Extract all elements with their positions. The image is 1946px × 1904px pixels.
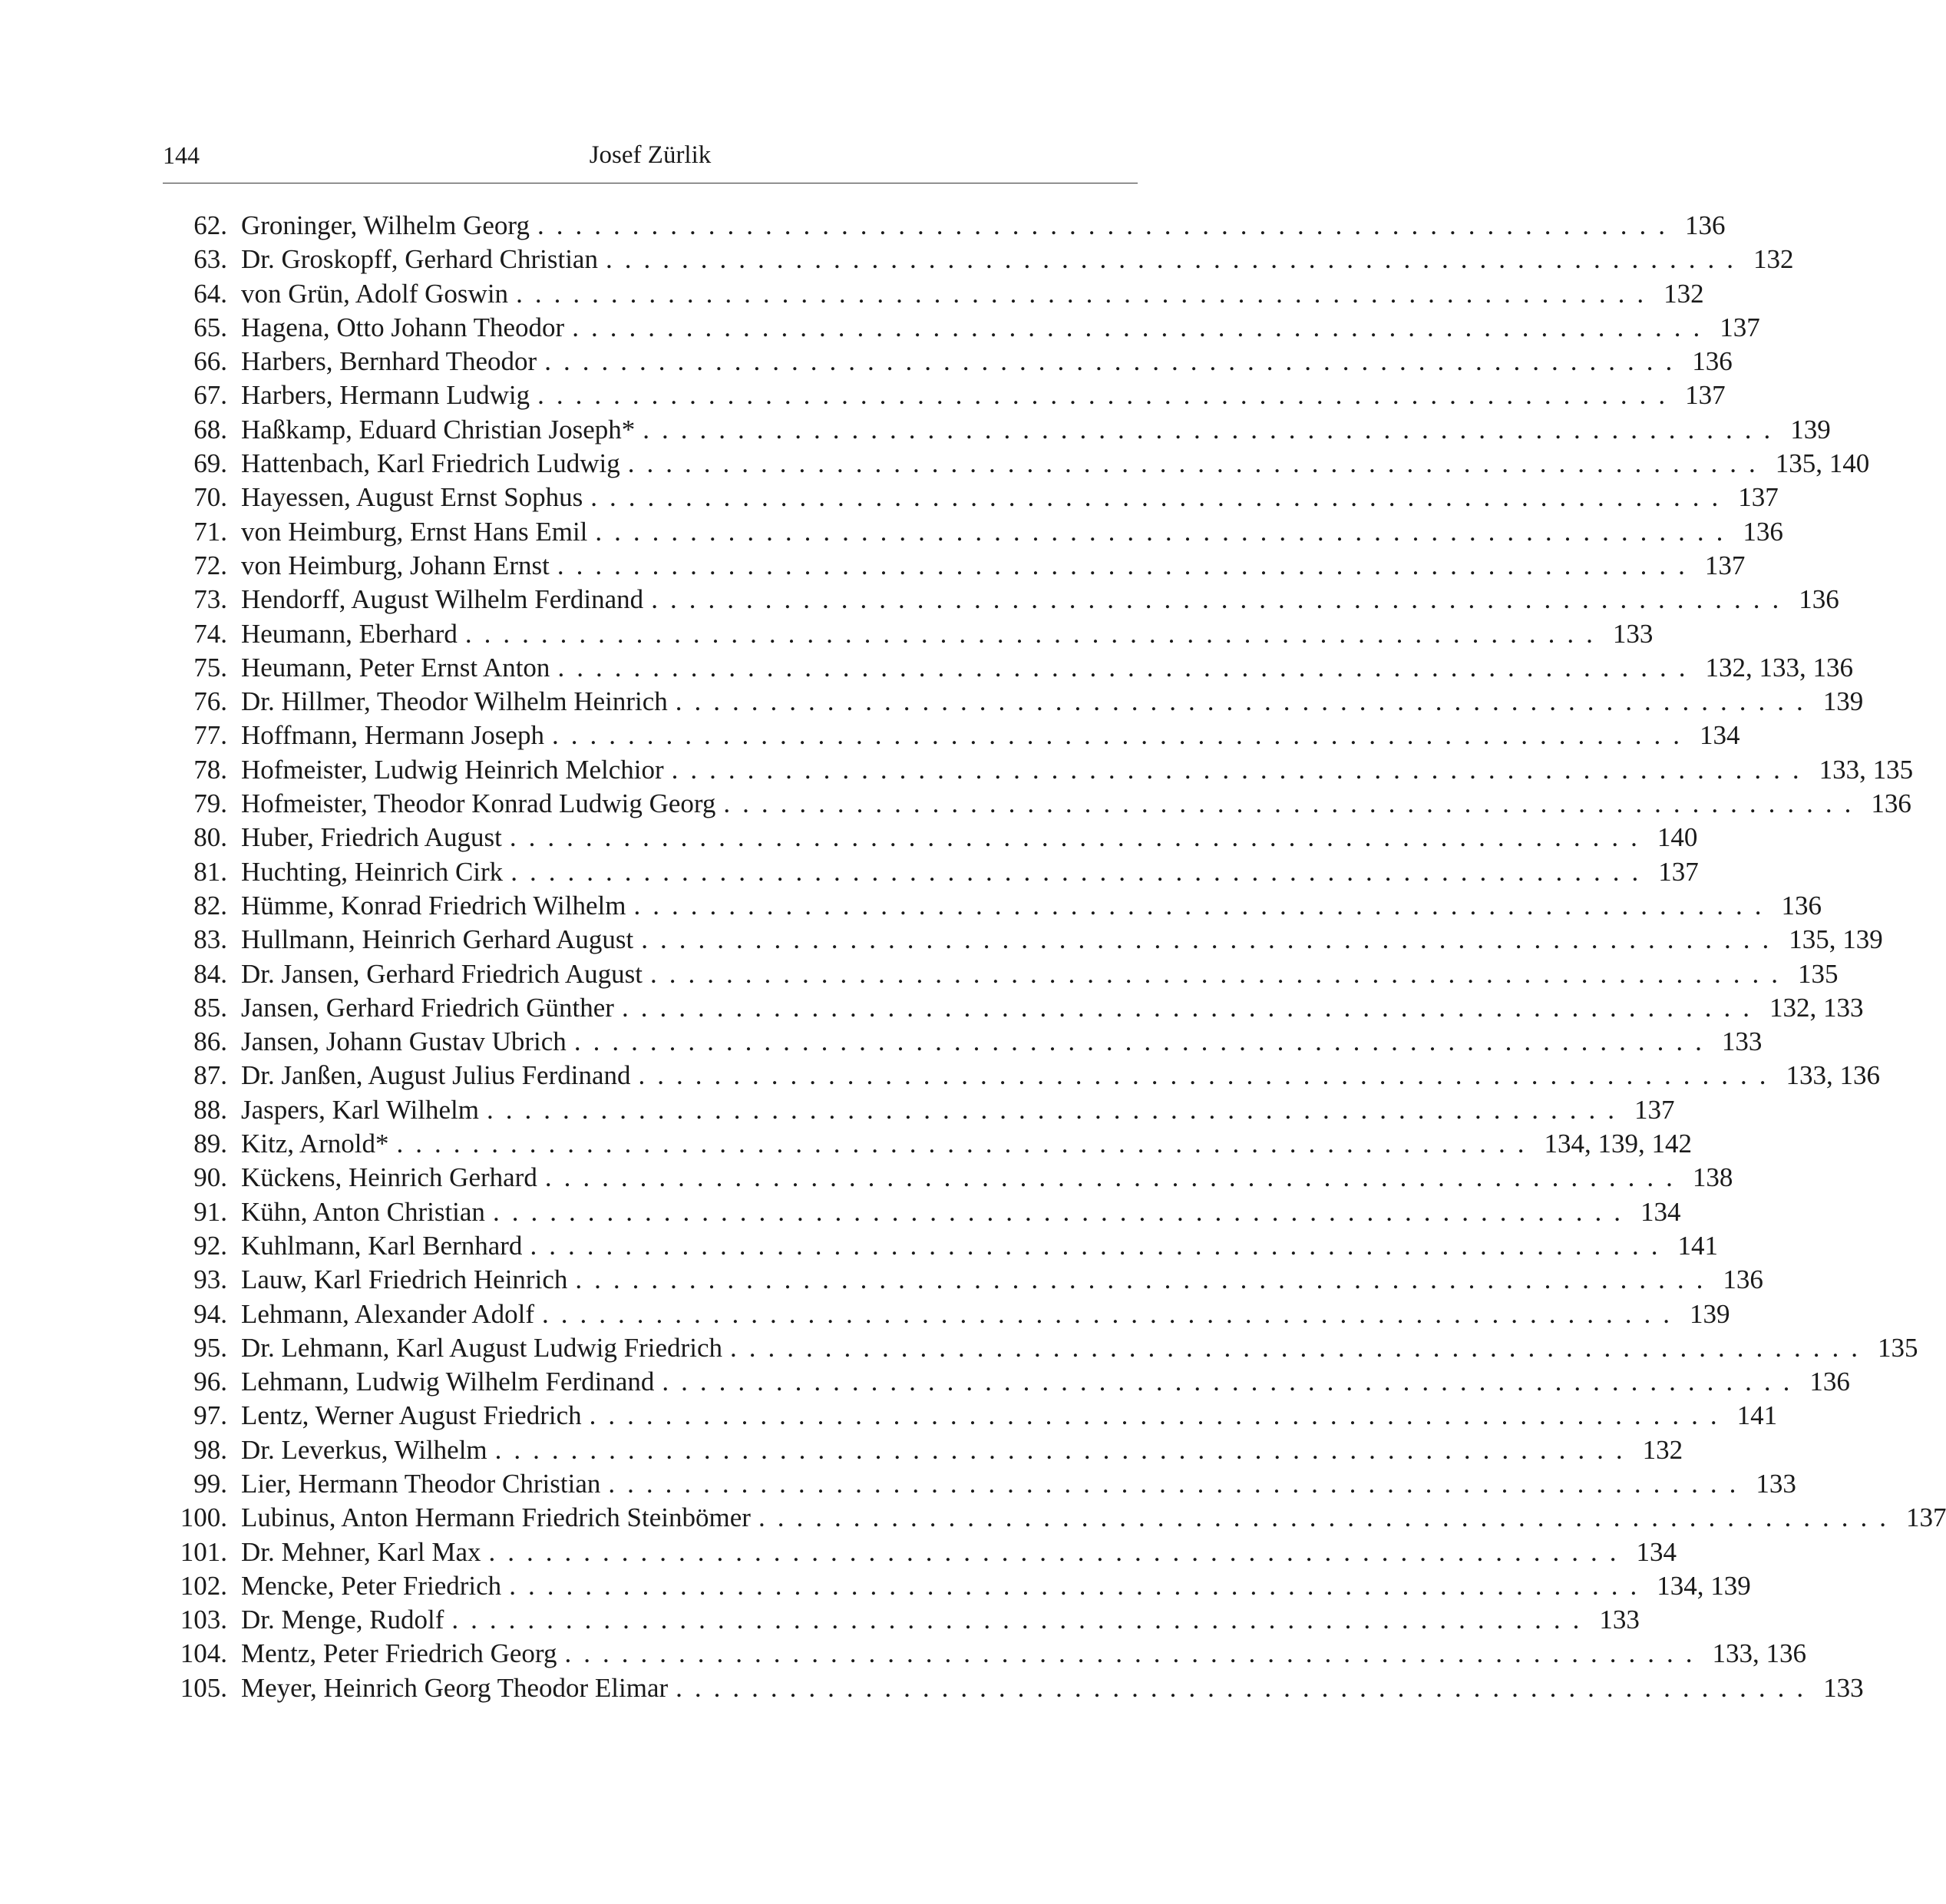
dot-leader: ............................................................ <box>643 414 1783 445</box>
entry-name: Lehmann, Ludwig Wilhelm Ferdinand <box>241 1367 655 1397</box>
entry-number: 63. <box>193 244 227 275</box>
dot-leader: ............................................................ <box>729 1332 1870 1363</box>
entry-name: Hofmeister, Ludwig Heinrich Melchior <box>241 754 664 785</box>
entry-name: Heumann, Peter Ernst Anton <box>241 652 550 683</box>
dot-leader: ............................................................ <box>557 652 1698 683</box>
index-entry <box>163 923 1883 957</box>
dot-leader: ............................................................ <box>662 1367 1802 1397</box>
dot-leader: ............................................................ <box>516 278 1657 309</box>
index-entry <box>163 1229 1718 1263</box>
index-entry <box>163 378 1726 412</box>
entry-pages: 136 <box>1781 890 1822 921</box>
entry-name: Jansen, Johann Gustav Ubrich <box>241 1026 567 1057</box>
entry-number: 64. <box>193 278 227 309</box>
dot-leader: ............................................................ <box>396 1129 1537 1159</box>
entry-number: 96. <box>193 1367 227 1397</box>
dot-leader: ............................................................ <box>564 1638 1705 1669</box>
dot-leader: ............................................................ <box>605 244 1746 275</box>
entry-number: 72. <box>193 550 227 580</box>
entry-pages: 134 <box>1640 1196 1681 1227</box>
entry-pages: 133, 135 <box>1819 754 1914 785</box>
dot-leader: ............................................................ <box>638 1060 1779 1091</box>
dot-leader: ............................................................ <box>651 584 1792 615</box>
dot-leader: ............................................................ <box>451 1605 1592 1635</box>
dot-leader: ............................................................ <box>544 346 1685 377</box>
entry-number: 66. <box>193 346 227 377</box>
entry-name: von Heimburg, Ernst Hans Emil <box>241 516 588 547</box>
entry-name: Hullmann, Heinrich Gerhard August <box>241 924 634 955</box>
entry-name: Dr. Leverkus, Wilhelm <box>241 1434 487 1465</box>
dot-leader: ............................................................ <box>675 686 1815 717</box>
entry-name: von Heimburg, Johann Ernst <box>241 550 550 580</box>
dot-leader: ............................................................ <box>641 924 1782 955</box>
index-entry <box>163 1263 1763 1297</box>
index-entry <box>163 447 1870 481</box>
entry-number: 94. <box>193 1298 227 1329</box>
entry-name: Hayessen, August Ernst Sophus <box>241 482 583 513</box>
entry-pages: 133 <box>1823 1672 1864 1703</box>
entry-pages: 135, 139 <box>1789 924 1883 955</box>
dot-leader: ............................................................ <box>557 550 1697 580</box>
index-entry <box>163 1365 1850 1399</box>
entry-pages: 132, 133, 136 <box>1705 652 1853 683</box>
entry-pages: 136 <box>1692 346 1733 377</box>
entry-number: 76. <box>193 686 227 717</box>
entry-pages: 133, 136 <box>1712 1638 1806 1669</box>
dot-leader: ............................................................ <box>486 1094 1627 1125</box>
entry-number: 65. <box>193 312 227 342</box>
entry-name: Meyer, Heinrich Georg Theodor Elimar <box>241 1672 669 1703</box>
entry-number: 62. <box>193 210 227 240</box>
index-entry <box>163 1603 1640 1637</box>
index-entry <box>163 583 1839 616</box>
entry-pages: 133 <box>1599 1605 1640 1635</box>
entry-pages: 132 <box>1664 278 1704 309</box>
entry-pages: 137 <box>1720 312 1760 342</box>
entry-number: 101. <box>180 1536 227 1567</box>
entry-number: 78. <box>193 754 227 785</box>
index-entry <box>163 1297 1730 1331</box>
entry-pages: 136 <box>1684 210 1726 240</box>
index-entry <box>163 889 1822 923</box>
entry-pages: 135 <box>1797 958 1839 989</box>
index-list <box>163 209 1946 1705</box>
index-entry <box>163 1399 1778 1433</box>
entry-pages: 137 <box>1905 1502 1946 1533</box>
entry-number: 71. <box>193 516 227 547</box>
entry-name: Hagena, Otto Johann Theodor <box>241 312 565 342</box>
index-entry <box>163 719 1740 752</box>
dot-leader: ............................................................ <box>551 720 1692 751</box>
entry-pages: 136 <box>1799 584 1839 615</box>
dot-leader: ............................................................ <box>649 958 1790 989</box>
entry-number: 82. <box>193 890 227 921</box>
dot-leader: ............................................................ <box>633 890 1774 921</box>
dot-leader: ............................................................ <box>572 312 1713 342</box>
dot-leader: ............................................................ <box>544 1162 1685 1193</box>
entry-pages: 139 <box>1790 414 1831 445</box>
entry-number: 81. <box>193 856 227 887</box>
dot-leader: ............................................................ <box>510 856 1651 887</box>
entry-name: Groninger, Wilhelm Georg <box>241 210 530 240</box>
index-entry <box>163 1093 1675 1127</box>
dot-leader: ............................................................ <box>758 1502 1898 1533</box>
entry-number: 98. <box>193 1434 227 1465</box>
entry-number: 86. <box>193 1026 227 1057</box>
index-entry <box>163 821 1698 854</box>
entry-number: 89. <box>193 1129 227 1159</box>
entry-pages: 136 <box>1723 1264 1763 1295</box>
entry-name: Kitz, Arnold* <box>241 1129 389 1159</box>
entry-pages: 136 <box>1809 1367 1850 1397</box>
entry-number: 74. <box>193 618 227 649</box>
entry-number: 104. <box>180 1638 227 1669</box>
entry-number: 92. <box>193 1230 227 1261</box>
entry-pages: 133 <box>1612 618 1654 649</box>
entry-number: 88. <box>193 1094 227 1125</box>
entry-name: Harbers, Bernhard Theodor <box>241 346 537 377</box>
entry-name: Dr. Jansen, Gerhard Friedrich August <box>241 958 643 989</box>
entry-pages: 139 <box>1822 686 1864 717</box>
entry-name: Huber, Friedrich August <box>241 822 502 853</box>
entry-name: Kuhlmann, Karl Bernhard <box>241 1230 523 1261</box>
dot-leader: ............................................................ <box>621 992 1762 1023</box>
entry-number: 77. <box>193 720 227 751</box>
entry-name: Hümme, Konrad Friedrich Wilhelm <box>241 890 626 921</box>
entry-name: Huchting, Heinrich Cirk <box>241 856 504 887</box>
index-entry <box>163 515 1783 549</box>
index-entry <box>163 787 1911 821</box>
entry-name: Hofmeister, Theodor Konrad Ludwig Georg <box>241 788 716 819</box>
index-entry <box>163 1467 1796 1501</box>
index-entry <box>163 1331 1918 1365</box>
index-entry <box>163 1195 1681 1229</box>
dot-leader: ............................................................ <box>608 1468 1749 1499</box>
entry-number: 97. <box>193 1400 227 1431</box>
entry-name: Dr. Hillmer, Theodor Wilhelm Heinrich <box>241 686 668 717</box>
index-entry <box>163 1535 1677 1569</box>
entry-pages: 136 <box>1743 516 1783 547</box>
dot-leader: ............................................................ <box>464 618 1605 649</box>
entry-number: 69. <box>193 448 227 479</box>
entry-name: von Grün, Adolf Goswin <box>241 278 509 309</box>
entry-name: Hattenbach, Karl Friedrich Ludwig <box>241 448 620 479</box>
dot-leader: ............................................................ <box>627 448 1768 479</box>
dot-leader: ............................................................ <box>589 1400 1730 1431</box>
entry-number: 99. <box>193 1468 227 1499</box>
dot-leader: ............................................................ <box>494 1434 1635 1465</box>
entry-pages: 141 <box>1736 1400 1778 1431</box>
entry-pages: 134, 139 <box>1657 1570 1751 1601</box>
entry-name: Dr. Mehner, Karl Max <box>241 1536 481 1567</box>
entry-pages: 133, 136 <box>1786 1060 1880 1091</box>
entry-number: 83. <box>193 924 227 955</box>
entry-pages: 137 <box>1658 856 1699 887</box>
dot-leader: ............................................................ <box>488 1536 1629 1567</box>
entry-pages: 139 <box>1689 1298 1730 1329</box>
index-entry <box>163 1671 1864 1705</box>
index-entry <box>163 481 1779 514</box>
entry-pages: 137 <box>1634 1094 1675 1125</box>
index-entry <box>163 209 1726 243</box>
entry-pages: 134, 139, 142 <box>1544 1129 1692 1159</box>
entry-pages: 133 <box>1721 1026 1763 1057</box>
index-entry <box>163 1501 1946 1535</box>
entry-pages: 132 <box>1642 1434 1683 1465</box>
entry-number: 87. <box>193 1060 227 1091</box>
entry-name: Kühn, Anton Christian <box>241 1196 485 1227</box>
index-entry <box>163 549 1746 583</box>
page-number: 144 <box>163 141 200 169</box>
entry-number: 95. <box>193 1332 227 1363</box>
entry-pages: 135, 140 <box>1775 448 1870 479</box>
entry-name: Hoffmann, Hermann Joseph <box>241 720 544 751</box>
index-entry <box>163 1059 1880 1092</box>
entry-name: Jansen, Gerhard Friedrich Günther <box>241 992 614 1023</box>
index-entry <box>163 753 1914 787</box>
index-entry <box>163 651 1853 685</box>
entry-number: 103. <box>180 1605 227 1635</box>
entry-number: 102. <box>180 1570 227 1601</box>
entry-name: Lehmann, Alexander Adolf <box>241 1298 534 1329</box>
entry-number: 75. <box>193 652 227 683</box>
index-entry <box>163 1161 1733 1195</box>
entry-pages: 136 <box>1871 788 1911 819</box>
index-entry <box>163 311 1760 345</box>
running-head: Josef Zürlik <box>589 141 712 169</box>
index-entry <box>163 1127 1692 1161</box>
dot-leader: ............................................................ <box>492 1196 1633 1227</box>
dot-leader: ............................................................ <box>676 1672 1816 1703</box>
entry-name: Harbers, Hermann Ludwig <box>241 380 530 411</box>
entry-name: Lier, Hermann Theodor Christian <box>241 1468 601 1499</box>
dot-leader: ............................................................ <box>595 516 1736 547</box>
index-entry <box>163 991 1864 1025</box>
entry-number: 67. <box>193 380 227 411</box>
index-entry <box>163 685 1864 719</box>
index-entry <box>163 1025 1763 1059</box>
dot-leader: ............................................................ <box>575 1264 1716 1295</box>
entry-number: 90. <box>193 1162 227 1193</box>
entry-name: Lentz, Werner August Friedrich <box>241 1400 582 1431</box>
entry-name: Heumann, Eberhard <box>241 618 458 649</box>
entry-pages: 133 <box>1756 1468 1796 1499</box>
dot-leader: ............................................................ <box>590 482 1731 513</box>
entry-pages: 132, 133 <box>1769 992 1864 1023</box>
dot-leader: ............................................................ <box>541 1298 1682 1329</box>
entry-name: Jaspers, Karl Wilhelm <box>241 1094 479 1125</box>
dot-leader: ............................................................ <box>509 1570 1650 1601</box>
entry-number: 84. <box>193 958 227 989</box>
entry-number: 79. <box>193 788 227 819</box>
index-entry <box>163 957 1839 991</box>
entry-number: 70. <box>193 482 227 513</box>
entry-pages: 141 <box>1677 1230 1718 1261</box>
entry-pages: 134 <box>1699 720 1740 751</box>
entry-pages: 137 <box>1738 482 1779 513</box>
entry-name: Mencke, Peter Friedrich <box>241 1570 502 1601</box>
index-entry <box>163 1637 1806 1671</box>
entry-name: Kückens, Heinrich Gerhard <box>241 1162 537 1193</box>
entry-number: 73. <box>193 584 227 615</box>
entry-name: Hendorff, August Wilhelm Ferdinand <box>241 584 644 615</box>
entry-pages: 138 <box>1692 1162 1733 1193</box>
entry-name: Haßkamp, Eduard Christian Joseph* <box>241 414 636 445</box>
entry-name: Lauw, Karl Friedrich Heinrich <box>241 1264 568 1295</box>
dot-leader: ............................................................ <box>573 1026 1714 1057</box>
entry-name: Dr. Menge, Rudolf <box>241 1605 444 1635</box>
entry-number: 91. <box>193 1196 227 1227</box>
index-entry <box>163 617 1654 651</box>
index-entry <box>163 855 1699 889</box>
entry-pages: 140 <box>1657 822 1698 853</box>
entry-number: 85. <box>193 992 227 1023</box>
index-entry <box>163 243 1794 276</box>
entry-number: 68. <box>193 414 227 445</box>
dot-leader: ............................................................ <box>537 380 1678 411</box>
entry-pages: 135 <box>1877 1332 1918 1363</box>
index-entry <box>163 1569 1751 1603</box>
entry-name: Dr. Lehmann, Karl August Ludwig Friedrich <box>241 1332 722 1363</box>
entry-name: Lubinus, Anton Hermann Friedrich Steinbömer <box>241 1502 751 1533</box>
index-entry <box>163 1433 1683 1467</box>
entry-pages: 137 <box>1704 550 1746 580</box>
page-header <box>163 137 1138 174</box>
entry-name: Dr. Groskopff, Gerhard Christian <box>241 244 598 275</box>
entry-pages: 132 <box>1753 244 1794 275</box>
index-entry <box>163 345 1733 378</box>
dot-leader: ............................................................ <box>671 754 1812 785</box>
entry-name: Dr. Janßen, August Julius Ferdinand <box>241 1060 631 1091</box>
entry-name: Mentz, Peter Friedrich Georg <box>241 1638 557 1669</box>
entry-number: 100. <box>180 1502 227 1533</box>
entry-number: 105. <box>180 1672 227 1703</box>
dot-leader: ............................................................ <box>509 822 1650 853</box>
dot-leader: ............................................................ <box>537 210 1677 240</box>
entry-number: 80. <box>193 822 227 853</box>
entry-pages: 134 <box>1636 1536 1677 1567</box>
dot-leader: ............................................................ <box>530 1230 1670 1261</box>
index-entry <box>163 277 1704 311</box>
entry-number: 93. <box>193 1264 227 1295</box>
entry-pages: 137 <box>1685 380 1726 411</box>
dot-leader: ............................................................ <box>723 788 1864 819</box>
index-entry <box>163 413 1831 447</box>
